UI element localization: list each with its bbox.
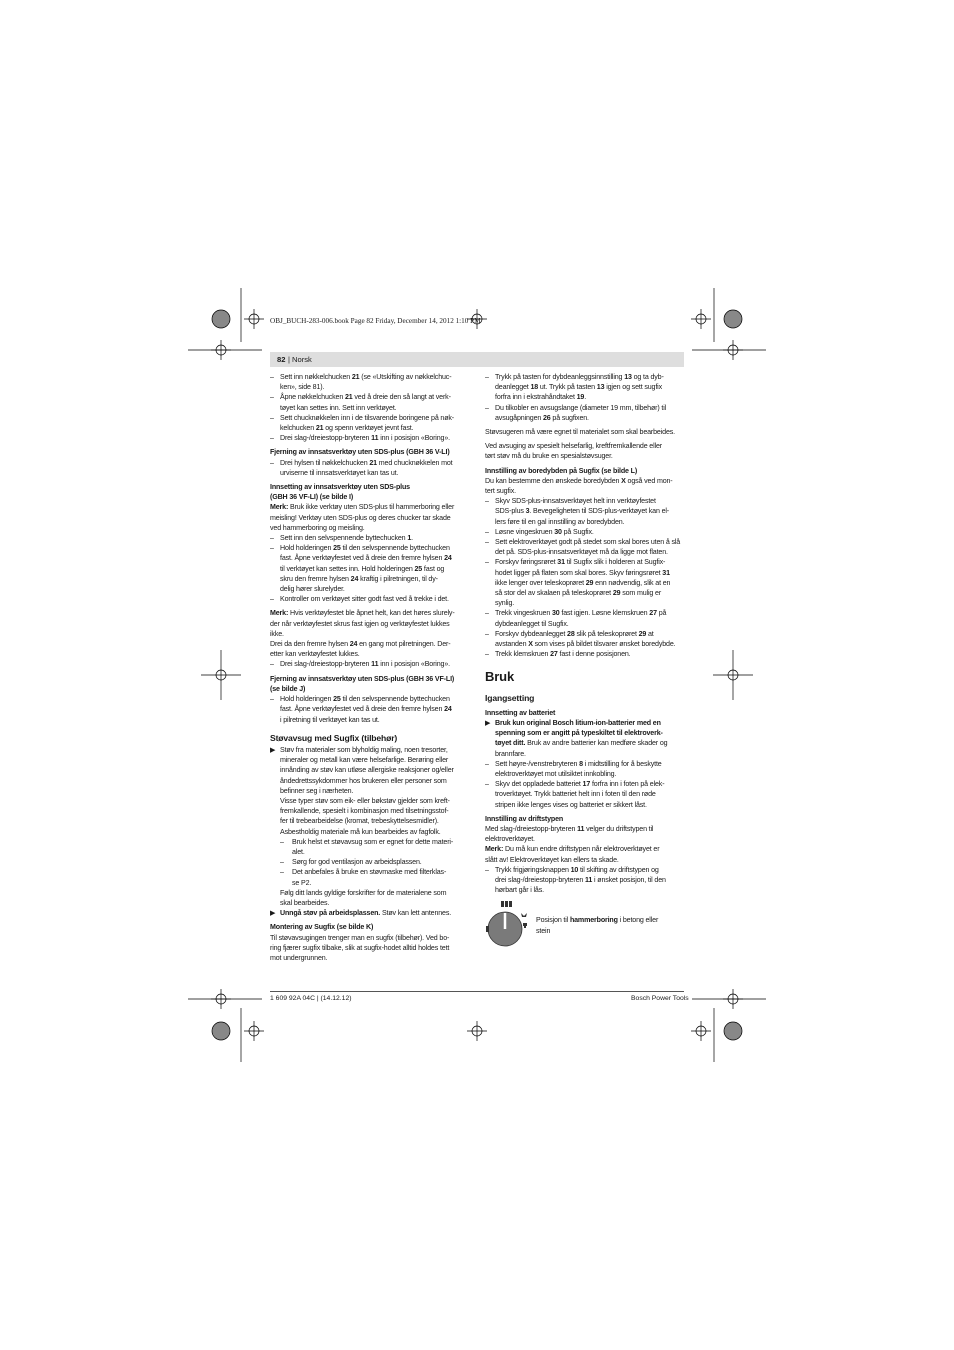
section-heading: Støvavsug med Sugfix (tilbehør)	[270, 732, 398, 743]
paragraph: Med slag-/dreiestopp-bryteren 11 velger du driftstypen til elektroverktøyet.	[485, 824, 654, 844]
list-item: – Forskyv føringsrøret 31 til Sugfix slik i holderen at Sugfix- hodet ligger på flaten som skal bores. Skyv føringsrøret 31 ikke lenger over teleskoprøret 29 enn nødvendig, slik at en så stor del av skalaen på teleskoprøret 29 som mulig er synlig.	[485, 558, 671, 608]
list-item: – Hold holderingen 25 til den selvspennende byttechucken fast. Åpne verktøyfestet ved å dreie den fremre hylsen 24 til verktøyet kan settes inn. Hold holderingen 25 fast og skru den fremre hylsen 24 kraftig i pilretningen, til dy- delig hører slurelyder.	[270, 544, 452, 594]
page-header-bar	[270, 352, 684, 367]
list-item: – Skyv det oppladede batteriet 17 forfra inn i foten på elek- troverktøyet. Trykk batteriet helt inn i foten til den røde stripen ikke lenges vises og batteriet er sikkert låst.	[485, 780, 665, 809]
paragraph: Du kan bestemme den ønskede boredybden X også ved mon- tert sugfix.	[485, 476, 673, 496]
sub-list-item: – Sørg for god ventilasjon av arbeidsplassen.	[280, 858, 422, 867]
sub-list-item: – Bruk helst et støvavsug som er egnet for dette materi- alet.	[280, 837, 454, 856]
footer-brand: Bosch Power Tools	[631, 995, 689, 1002]
subheading: Innsetting av innsatsverktøy uten SDS-plus (GBH 36 VF-LI) (se bilde I)	[270, 483, 410, 502]
footer-rule	[270, 991, 684, 992]
warning-item: ▶ Unngå støv på arbeidsplassen. Støv kan lett antennes.	[270, 909, 452, 918]
list-item: – Sett chucknøkkelen inn i de tilsvarende boringene på nøk- kelchucken 21 og spenn verktøyet jevnt fast.	[270, 413, 455, 433]
paragraph: Drei da den fremre hylsen 24 en gang mot pilretningen. Der- etter kan verktøyfestet lukkes.	[270, 640, 451, 659]
header-language: Norsk	[292, 355, 312, 364]
paragraph: Ved avsuging av spesielt helsefarlig, kreftfremkallende eller tørt støv må du bruke en spesialstøvsuger.	[485, 442, 662, 461]
note: Merk: Hvis verktøyfestet ble åpnet helt, kan det høres slurely- der når verktøyfestet skrus fast igjen og verktøyfestet lukkes ikke.	[270, 609, 455, 638]
list-item: – Sett høyre-/venstrebryteren 8 i midtstilling for å beskytte elektroverktøyet mot utilsiktet innkobling.	[485, 759, 662, 778]
list-item: – Drei slag-/dreiestopp-bryteren 11 inn i posisjon «Boring».	[270, 660, 450, 669]
subheading: Fjerning av innsatsverktøy uten SDS-plus (GBH 36 VF-LI) (se bilde J)	[270, 674, 455, 693]
list-item: – Sett inn den selvspennende byttechucken 1.	[270, 534, 413, 543]
list-item: – Trekk klemskruen 27 fast i denne posisjonen.	[485, 650, 631, 659]
warning-item: ▶ Støv fra materialer som blyholdig maling, noen tresorter, mineraler og metall kan være helsefarlige. Berøring eller innånding av støv kan utløse allergiske reaksjoner og/eller åndedrettssykdommer hos brukeren eller personer som befinner seg i nærheten. Visse typer støv som eik- eller bøkstøv gjelder som kreft- fremkallende, spesielt i kombinasjon med tilsetningsstof- fer til trebearbeidelse (kromat, trebeskyttelsesmidler). Asbestholdig materiale må kun bearbeides av fagfolk.	[270, 745, 454, 836]
list-item: – Skyv SDS-plus-innsatsverktøyet helt inn verktøyfestet SDS-plus 3. Bevegeligheten til SDS-plus-verktøyet kan el- lers føre til en gal innstilling av boredybden.	[485, 497, 670, 526]
list-item: – Løsne vingeskruen 30 på Sugfix.	[485, 527, 594, 536]
paragraph: Følg ditt lands gyldige forskrifter for de materialene som skal bearbeides.	[280, 888, 447, 907]
subheading: Montering av Sugfix (se bilde K)	[270, 923, 374, 932]
list-item: – Trykk frigjøringsknappen 10 til skifting av driftstypen og drei slag-/dreiestopp-bryteren 11 i ønsket posisjon, til den hørbart går i lås.	[485, 865, 666, 895]
mode-caption: Posisjon til hammerboring i betong eller stein	[536, 916, 659, 935]
mode-selector-row	[485, 899, 685, 951]
list-item: – Kontroller om verktøyet sitter godt fast ved å trekke i det.	[270, 595, 449, 604]
page-number: 82	[277, 355, 286, 364]
list-item: – Sett elektroverktøyet godt på stedet som skal bores uten å slå det på. SDS-plus-innsatsverktøyet må da ligge mot flaten.	[485, 538, 681, 557]
paragraph: Til støvavsugingen trenger man en sugfix (tilbehør). Ved bo- ring fjærer sugfix tilbake, slik at sugfix-hodet alltid holdes tett mot undergrunnen.	[270, 933, 450, 962]
file-info: OBJ_BUCH-283-006.book Page 82 Friday, December 14, 2012 1:10 PM	[270, 317, 481, 325]
list-item: – Hold holderingen 25 til den selvspennende byttechucken fast. Åpne verktøyfestet ved å dreie den fremre hylsen 24 i pilretning til verktøyet kan tas ut.	[270, 695, 452, 724]
list-item: – Drei slag-/dreiestopp-bryteren 11 inn i posisjon «Boring».	[270, 434, 450, 443]
section-heading: Igangsetting	[485, 693, 535, 704]
left-column	[270, 372, 470, 963]
footer-doc-number: 1 609 92A 04C | (14.12.12)	[270, 995, 352, 1002]
list-item: – Forskyv dybdeanlegget 28 slik på teleskoprøret 29 at avstanden X som vises på bildet tilsvarer ønsket boredybde.	[485, 629, 676, 649]
paragraph: Støvsugeren må være egnet til materialet som skal bearbeides.	[485, 428, 675, 437]
note: Merk: Bruk ikke verktøy uten SDS-plus til hammerboring eller meisling! Verktøy uten SDS-plus og deres chucker tar skade ved hammerboring og meisling.	[270, 503, 455, 532]
chapter-heading: Bruk	[485, 669, 515, 685]
list-item: – Trykk på tasten for dybdeanleggsinnstilling 13 og ta dyb- deanlegget 18 ut. Trykk på tasten 13 igjen og sett sugfix forfra inn i ekstrahåndtaket 19.	[485, 373, 664, 402]
subheading: Fjerning av innsatsverktøy uten SDS-plus (GBH 36 V-LI)	[270, 448, 450, 457]
hammer-drill-mode-icon	[485, 899, 533, 951]
list-item: – Åpne nøkkelchucken 21 ved å dreie den så langt at verk- tøyet kan settes inn. Sett inn verktøyet.	[270, 393, 451, 412]
list-item: – Trekk vingeskruen 30 fast igjen. Løsne klemskruen 27 på dybdeanlegget til Sugfix.	[485, 609, 667, 628]
subheading: Innsetting av batteriet	[485, 708, 556, 717]
warning-item: ▶ Bruk kun original Bosch litium-ion-batterier med en spenning som er angitt på typeskiltet til elektroverk- tøyet ditt. Bruk av andre batterier kan medføre skader og brannfare.	[485, 718, 668, 758]
header-separator: |	[288, 355, 290, 364]
note: Merk: Du må kun endre driftstypen når elektroverktøyet er slått av! Elektroverktøyet kan ellers ta skade.	[485, 845, 660, 864]
list-item: – Drei hylsen til nøkkelchucken 21 med chucknøkkelen mot urviserne til innsatsverktøyet kan tas ut.	[270, 458, 453, 477]
subheading: Innstilling av driftstypen	[485, 814, 564, 823]
sub-list-item: – Det anbefales å bruke en støvmaske med filterklas- se P2.	[280, 868, 447, 887]
list-item: – Du tilkobler en avsugslange (diameter 19 mm, tilbehør) til avsugåpningen 26 på sugfixen.	[485, 403, 667, 422]
subheading: Innstilling av boredybden på Sugfix (se bilde L)	[485, 466, 638, 475]
right-column	[485, 372, 685, 951]
list-item: – Sett inn nøkkelchucken 21 (se «Utskifting av nøkkelchuc- ken», side 81).	[270, 373, 452, 392]
